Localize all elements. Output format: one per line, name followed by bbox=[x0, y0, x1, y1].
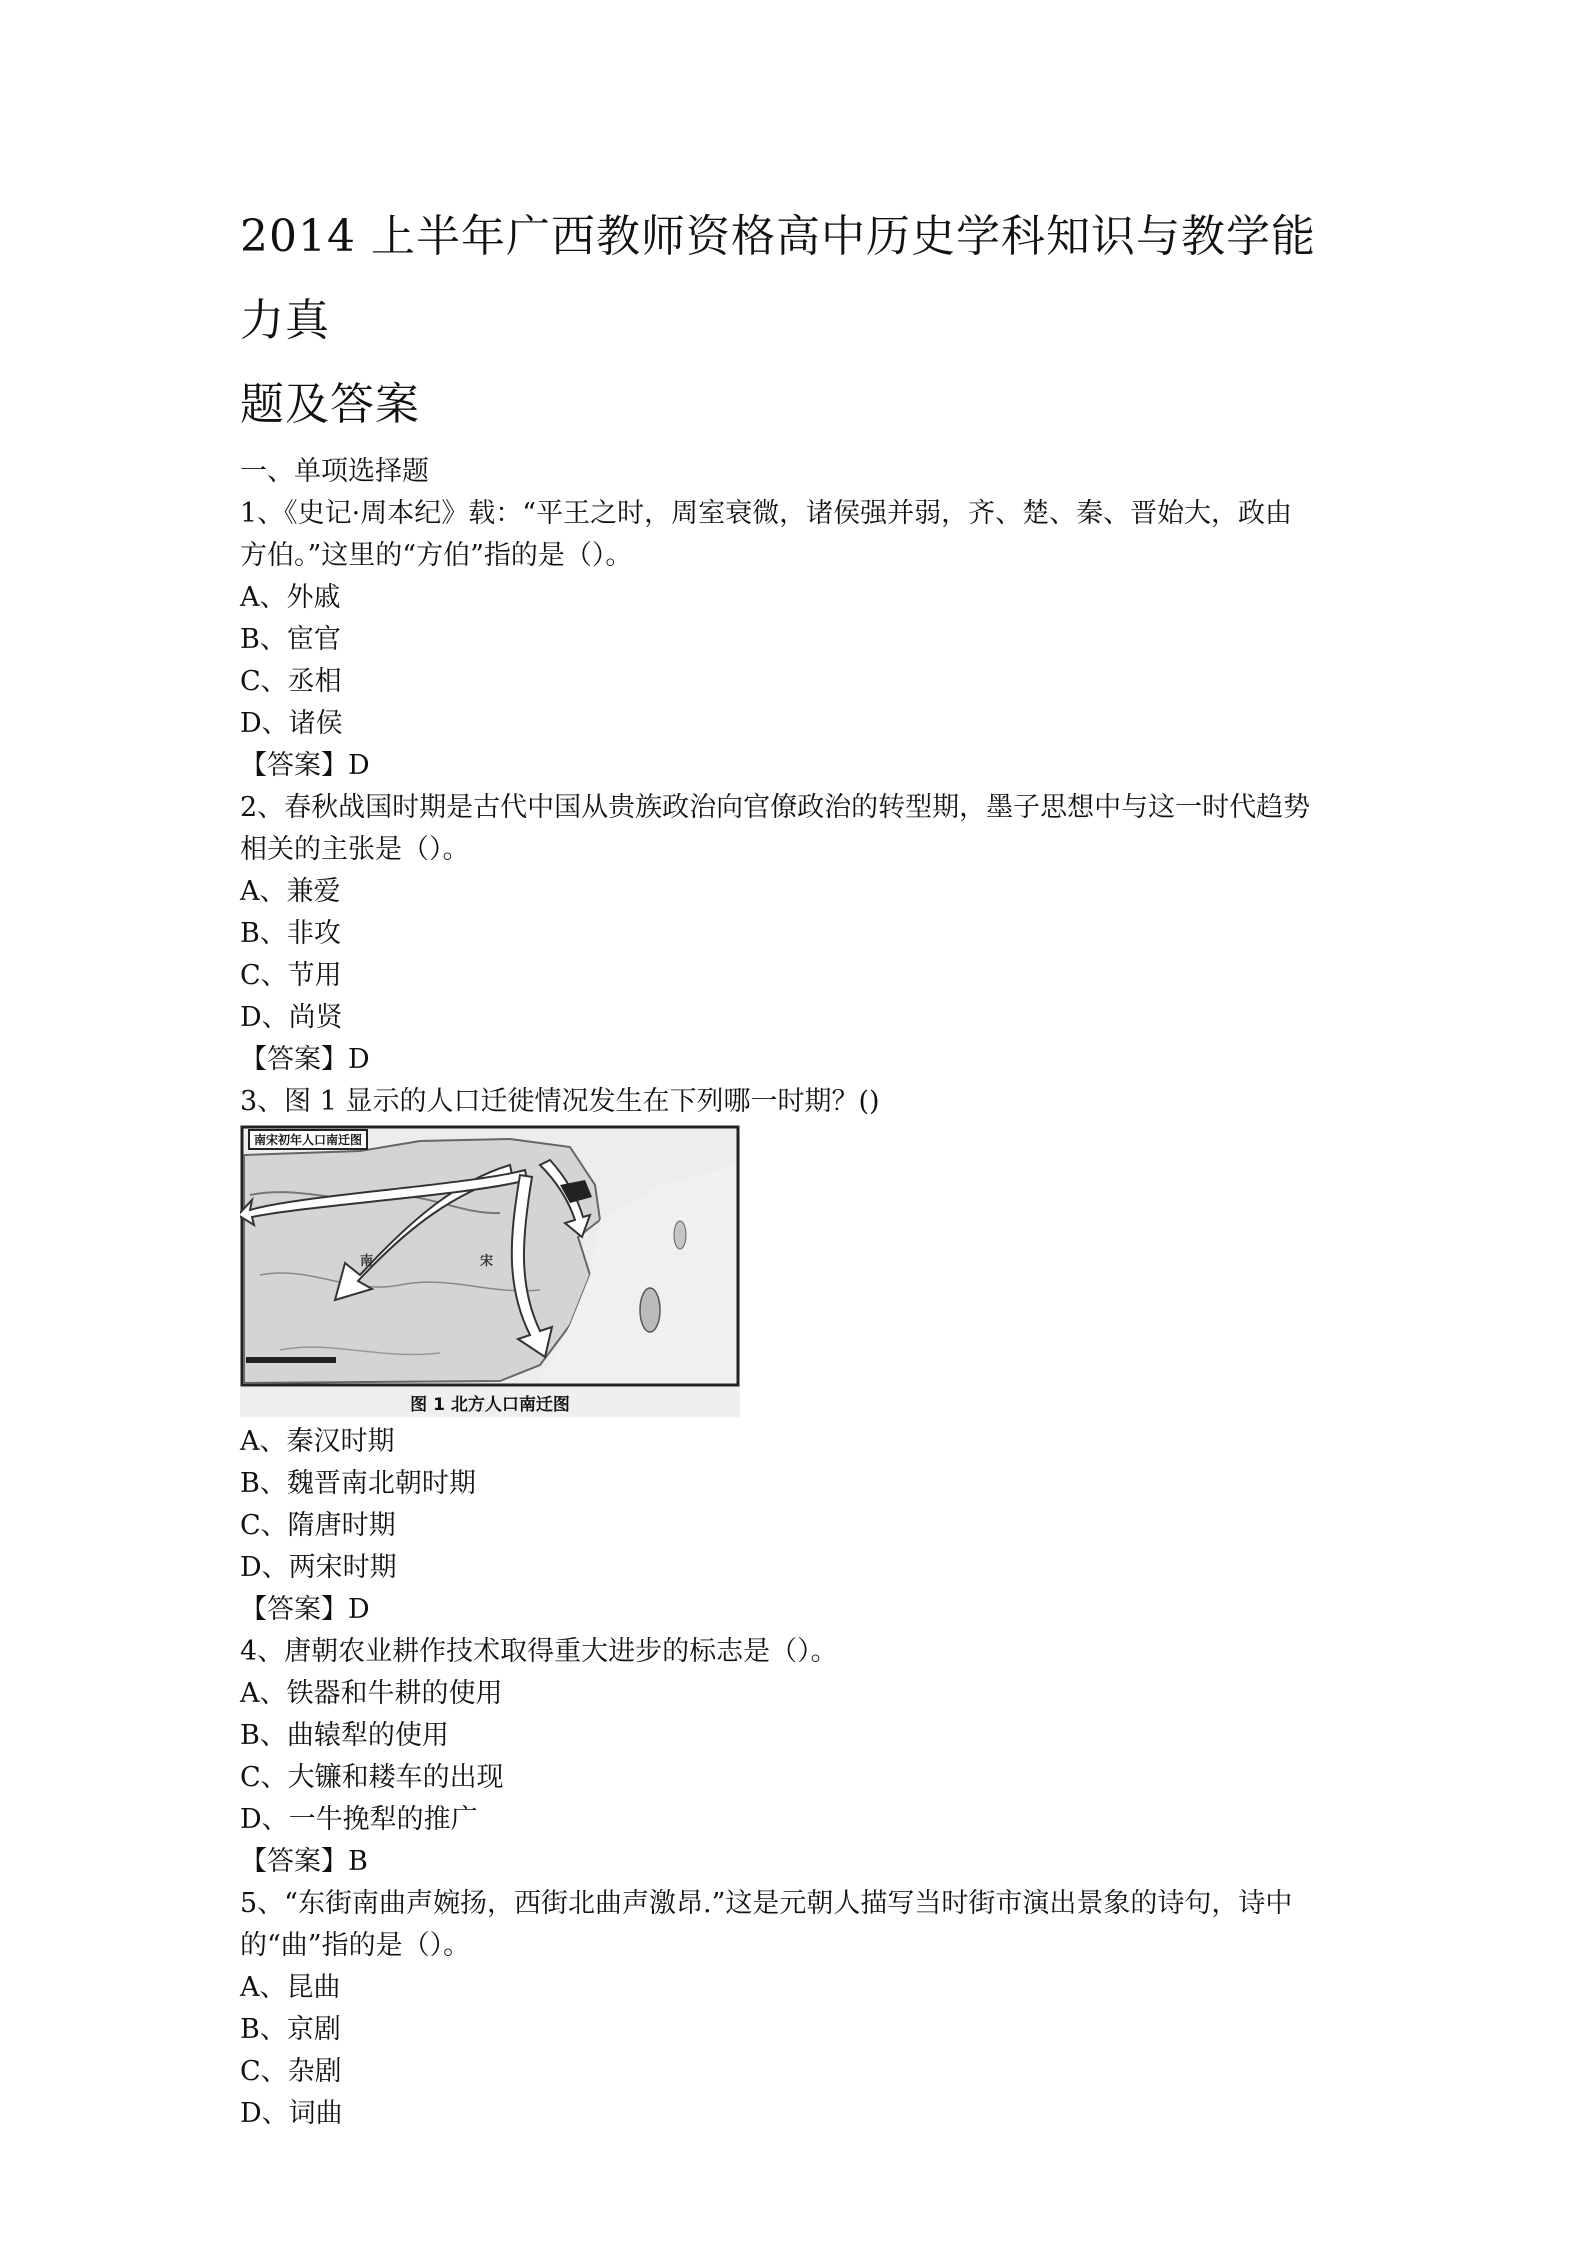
option-d: D、两宋时期 bbox=[240, 1552, 397, 1583]
question-stem: 3、图 1 显示的人口迁徙情况发生在下列哪一时期？() bbox=[240, 1086, 880, 1117]
question-stem: 方伯。”这里的“方伯”指的是（）。 bbox=[240, 540, 633, 571]
answer: 【答案】D bbox=[240, 1594, 370, 1625]
question-stem: 1、《史记·周本纪》载：“平王之时，周室衰微，诸侯强并弱，齐、楚、秦、晋始大，政由 bbox=[240, 498, 1293, 529]
option-b: B、宦官 bbox=[240, 624, 341, 655]
option-a: A、昆曲 bbox=[240, 1972, 341, 2003]
question-stem: 5、“东街南曲声婉扬，西街北曲声激昂.”这是元朝人描写当时街市演出景象的诗句，诗中 bbox=[240, 1888, 1293, 1919]
question-stem: 的“曲”指的是（）。 bbox=[240, 1930, 471, 1961]
question-3 bbox=[240, 1081, 1360, 1631]
document-title-line-2: 题及答案 bbox=[240, 379, 420, 430]
answer: 【答案】D bbox=[240, 750, 370, 781]
question-stem: 4、唐朝农业耕作技术取得重大进步的标志是（）。 bbox=[240, 1636, 838, 1667]
migration-map-figure bbox=[240, 1125, 740, 1417]
question-5 bbox=[240, 1883, 1360, 2135]
question-stem: 相关的主张是（）。 bbox=[240, 834, 470, 865]
document-title-line-1: 2014 上半年广西教师资格高中历史学科知识与教学能力真 bbox=[240, 211, 1316, 346]
option-c: C、节用 bbox=[240, 960, 342, 991]
question-stem: 2、春秋战国时期是古代中国从贵族政治向官僚政治的转型期，墨子思想中与这一时代趋势 bbox=[240, 792, 1311, 823]
option-c: C、杂剧 bbox=[240, 2056, 342, 2087]
answer: 【答案】D bbox=[240, 1044, 370, 1075]
option-a: A、兼爱 bbox=[240, 876, 341, 907]
option-b: B、京剧 bbox=[240, 2014, 341, 2045]
document-page bbox=[240, 195, 1360, 2135]
question-2 bbox=[240, 787, 1360, 1081]
map-header-label: 南宋初年人口南迁图 bbox=[248, 1129, 368, 1150]
figure-caption: 图 1 北方人口南迁图 bbox=[410, 1395, 570, 1415]
option-c: C、隋唐时期 bbox=[240, 1510, 396, 1541]
option-c: C、丞相 bbox=[240, 666, 342, 697]
map-label-song: 宋 bbox=[480, 1254, 494, 1269]
option-b: B、魏晋南北朝时期 bbox=[240, 1468, 476, 1499]
option-d: D、词曲 bbox=[240, 2098, 343, 2129]
option-b: B、非攻 bbox=[240, 918, 341, 949]
option-a: A、外戚 bbox=[240, 582, 341, 613]
map-label-south: 南 bbox=[360, 1254, 374, 1269]
option-d: D、尚贤 bbox=[240, 1002, 343, 1033]
question-1 bbox=[240, 493, 1360, 787]
option-d: D、诸侯 bbox=[240, 708, 343, 739]
option-a: A、秦汉时期 bbox=[240, 1426, 395, 1457]
migration-map-image bbox=[240, 1125, 740, 1417]
section-header: 一、单项选择题 bbox=[240, 456, 429, 487]
option-c: C、大镰和耧车的出现 bbox=[240, 1762, 504, 1793]
option-d: D、一牛挽犁的推广 bbox=[240, 1804, 478, 1835]
answer: 【答案】B bbox=[240, 1846, 368, 1877]
question-4 bbox=[240, 1631, 1360, 1883]
option-a: A、铁器和牛耕的使用 bbox=[240, 1678, 503, 1709]
option-b: B、曲辕犁的使用 bbox=[240, 1720, 449, 1751]
